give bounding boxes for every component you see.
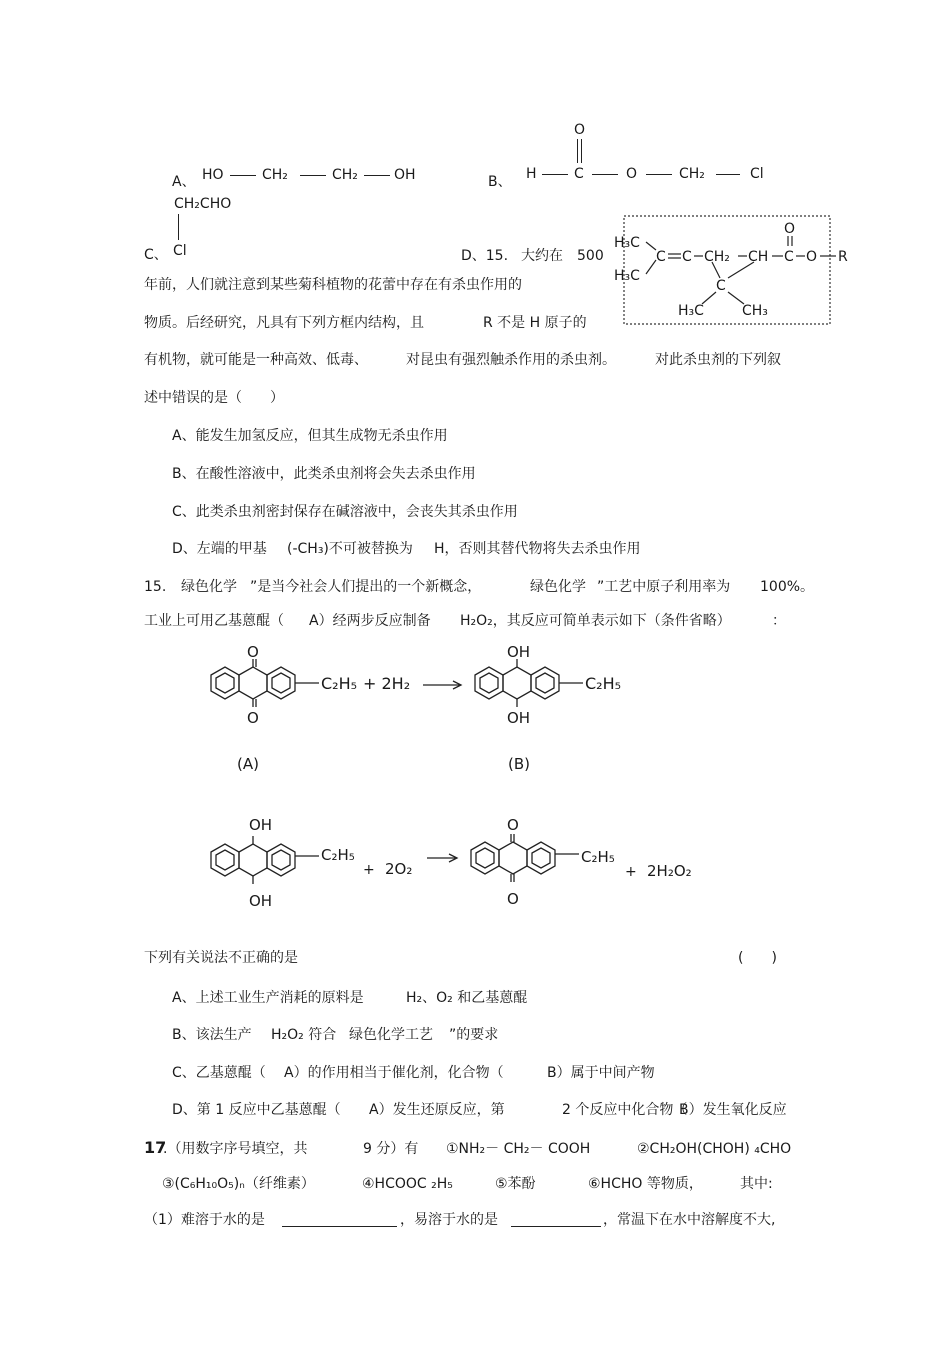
q15a-line1: 年前，人们就注意到某些菊科植物的花蕾中存在有杀虫作用的 [144, 277, 522, 293]
option-c-top: CH₂CHO [174, 196, 232, 212]
q15a-line3b: 对昆虫有强烈触杀作用的杀虫剂。 [406, 352, 616, 368]
q17-sub1-b: ，易溶于水的是 [400, 1212, 498, 1228]
q15b-line2a: 工业上可用乙基蒽醌（ [144, 613, 284, 629]
q15b-option-c-2: A）的作用相当于催化剂，化合物（ [284, 1065, 504, 1081]
q15b-option-b-2: H₂O₂ 符合 [271, 1027, 337, 1043]
label-compound-a: (A) [237, 755, 259, 773]
q15a-option-d-2: (-CH₃)不可被替换为 [287, 541, 413, 557]
rxn2-plus-2: + [625, 864, 637, 880]
methyl-ring-right: CH₃ [742, 303, 768, 319]
bond-line [542, 174, 568, 175]
formula-ch2: CH₂ [262, 167, 288, 183]
formula-ch2: CH₂ [679, 166, 705, 182]
formula-ho: HO [202, 167, 224, 183]
rxn1-oh-bottom: OH [507, 709, 531, 727]
atom-c-carbonyl: C [784, 249, 794, 265]
methyl-lower: H₃C [614, 268, 640, 284]
option-d-num: 500 [577, 248, 604, 264]
formula-oh: OH [394, 167, 416, 183]
formula-cl: Cl [750, 166, 764, 182]
rxn2-oh-bottom: OH [249, 892, 273, 910]
q15a-option-d-1: D、左端的甲基 [172, 541, 267, 557]
q15b-line1d: ”工艺中原子利用率为 [597, 579, 731, 595]
q15b-option-a-1: A、上述工业生产消耗的原料是 [172, 990, 364, 1006]
q15b-line2d: ： [772, 613, 786, 629]
methyl-upper: H₃C [614, 235, 640, 251]
q15b-line2c: H₂O₂，其反应可简单表示如下（条件省略） [460, 613, 731, 629]
q15b-line1c: 绿色化学 [530, 579, 586, 595]
option-d-text: 大约在 [521, 248, 563, 264]
bond-line [716, 174, 740, 175]
formula-ch2: CH₂ [332, 167, 358, 183]
reaction-2-scheme [195, 812, 715, 912]
option-b-formula [522, 120, 772, 186]
formula-o: O [626, 166, 638, 182]
q15b-option-d-1: D、第 1 反应中乙基蒽醌（ [172, 1102, 341, 1118]
q15b-option-d-4: B）发生氧化反应 [679, 1102, 787, 1118]
q15a-option-d-3: H，否则其替代物将失去杀虫作用 [434, 541, 641, 557]
q15b-line1b: ”是当今社会人们提出的一个新概念， [250, 579, 482, 595]
q17-intro-1: .（用数字序号填空，共 [163, 1141, 308, 1157]
q15b-option-c-3: B）属于中间产物 [547, 1065, 655, 1081]
rxn2-oxygen: 2O₂ [385, 860, 413, 878]
rxn1-carbonyl-bottom: O [247, 709, 259, 727]
q15a-option-a: A、能发生加氢反应，但其生成物无杀虫作用 [172, 428, 448, 444]
q17-item-3: ③(C₆H₁₀O₅)ₙ（纤维素） [162, 1176, 315, 1192]
option-b-label: B、 [488, 174, 512, 190]
rxn1-carbonyl-top: O [247, 645, 259, 661]
atom-o-carbonyl: O [784, 221, 796, 237]
methyl-ring-left: H₃C [678, 303, 704, 319]
atom-ch: CH [748, 249, 769, 265]
formula-carbonyl-o: O [574, 122, 586, 138]
q17-item-2: ②CH₂OH(CHOH) ₄CHO [637, 1141, 792, 1157]
answer-blank-insoluble[interactable] [282, 1214, 397, 1227]
rxn1-ethyl-a: C₂H₅ [321, 674, 358, 693]
rxn2-oh-top: OH [249, 816, 273, 834]
atom-r: R [838, 249, 848, 265]
rxn2-peroxide: 2H₂O₂ [647, 862, 692, 880]
q15a-option-c: C、此类杀虫剂密封保存在碱溶液中，会丧失其杀虫作用 [172, 504, 518, 520]
q17-sub1-a: （1）难溶于水的是 [144, 1212, 265, 1228]
q15b-option-b-4: ”的要求 [449, 1027, 499, 1043]
bond-line [364, 175, 390, 176]
q15b-option-a-2: H₂、O₂ 和乙基蒽醌 [406, 990, 528, 1006]
q17-item-1: ①NH₂－ CH₂－ COOH [446, 1141, 591, 1157]
bond-line [646, 174, 672, 175]
q15b-answer-paren: ( ) [738, 950, 777, 966]
rxn1-plus-h2: + 2H₂ [363, 674, 411, 693]
q15b-option-d-2: A）发生还原反应，第 [369, 1102, 505, 1118]
q15a-line4: 述中错误的是（ ） [144, 390, 284, 406]
q17-item-6: ⑥HCHO 等物质， [588, 1176, 703, 1192]
bond-line-vertical [178, 214, 179, 240]
q15b-question: 下列有关说法不正确的是 [144, 950, 298, 966]
option-c-cl: Cl [173, 243, 187, 259]
q15a-line2b: R 不是 H 原子的 [483, 315, 587, 331]
rxn2-plus-1: + [363, 862, 375, 878]
q17-number: 17 [144, 1138, 167, 1157]
option-a-label: A、 [172, 174, 196, 190]
label-compound-b: (B) [508, 755, 530, 773]
q15a-line3c: 对此杀虫剂的下列叙 [655, 352, 781, 368]
q15a-line2a: 物质。后经研究，凡具有下列方框内结构，且 [144, 315, 424, 331]
option-a-formula [200, 166, 430, 186]
q17-item-6b: 其中: [740, 1176, 773, 1192]
q17-intro-2: 9 分）有 [363, 1141, 419, 1157]
formula-c: C [574, 166, 584, 182]
atom-o-ester: O [806, 249, 818, 265]
atom-c1: C [656, 249, 666, 265]
rxn1-ethyl-b: C₂H₅ [585, 674, 622, 693]
q15a-option-b: B、在酸性溶液中，此类杀虫剂将会失去杀虫作用 [172, 466, 476, 482]
q15a-line3a: 有机物，就可能是一种高效、低毒、 [144, 352, 368, 368]
rxn2-ethyl-left: C₂H₅ [321, 846, 355, 864]
q15b-option-b-3: 绿色化学工艺 [349, 1027, 433, 1043]
q15b-option-d-3: 2 个反应中化合物（ [562, 1102, 688, 1118]
q15b-line1e: 100%。 [760, 579, 815, 595]
reaction-1-scheme [195, 645, 645, 780]
pyrethroid-structure [610, 212, 860, 330]
q15b-line2b: A）经两步反应制备 [309, 613, 431, 629]
option-d-label: D、15. [461, 248, 509, 264]
answer-blank-soluble[interactable] [511, 1214, 601, 1227]
bond-line [300, 175, 326, 176]
bond-line [592, 174, 618, 175]
double-bond [577, 139, 582, 163]
q17-sub1-c: ，常温下在水中溶解度不大, [603, 1212, 776, 1228]
rxn1-oh-top: OH [507, 645, 531, 661]
rxn2-carbonyl-bottom: O [507, 890, 519, 908]
atom-ch2: CH₂ [704, 249, 730, 265]
q15b-line1a: 绿色化学 [181, 579, 237, 595]
rxn2-ethyl-right: C₂H₅ [581, 848, 615, 866]
formula-h: H [526, 166, 537, 182]
q17-item-4: ④HCOOC ₂H₅ [362, 1176, 453, 1192]
q15b-number: 15. [144, 579, 167, 595]
option-c-label: C、 [144, 247, 168, 263]
q17-item-5: ⑤苯酚 [495, 1176, 536, 1192]
q15b-option-b-1: B、该法生产 [172, 1027, 252, 1043]
atom-c2: C [682, 249, 692, 265]
rxn2-carbonyl-top: O [507, 816, 519, 834]
q15b-option-c-1: C、乙基蒽醌（ [172, 1065, 266, 1081]
bond-line [230, 175, 256, 176]
atom-c-ring: C [716, 278, 726, 294]
